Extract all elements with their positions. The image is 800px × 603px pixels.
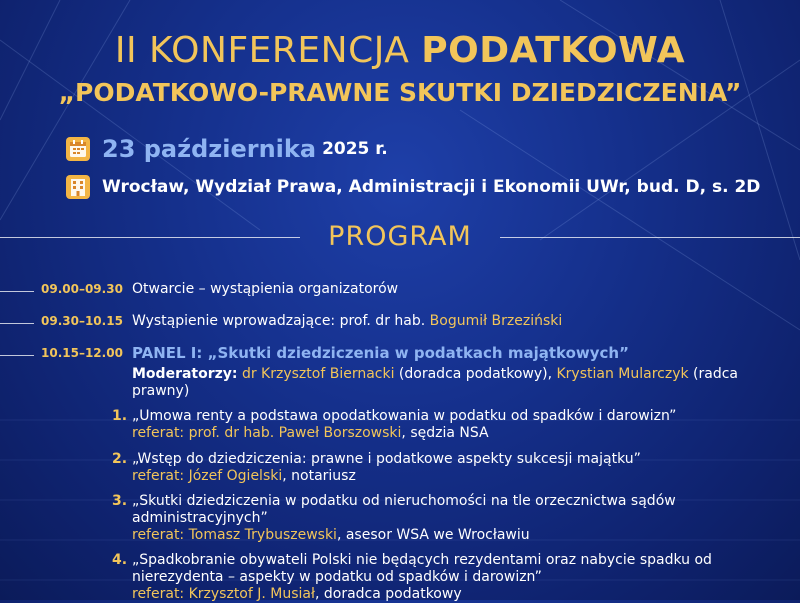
building-icon [66,175,90,199]
talk-title: „Spadkobranie obywateli Polski nie będących rezydentami oraz nabycie spadku od nierezydenta – aspekty w podatku od spadków i darowizn” [132,552,712,585]
talk-number: 4. [112,552,128,568]
speaker-role: , doradca podatkowy [314,586,462,602]
moderators-label: Moderatorzy: [132,366,238,382]
title-regular: II KONFERENCJA [114,30,422,71]
speaker-name: Tomasz Trybuszewski [188,527,337,543]
talk-referent [132,425,772,442]
talk-number: 1. [112,408,128,424]
title-bold: PODATKOWA [421,30,686,71]
speaker-name: Józef Ogielski [188,468,283,484]
agenda-label-prefix: Wystąpienie wprowadzające: prof. dr hab. [132,313,430,329]
moderator-name: Krystian Mularczyk [556,366,689,382]
speaker-name: Krzysztof J. Musiał [188,586,315,602]
calendar-icon [66,137,90,161]
talk-title: „Umowa renty a podstawa opodatkowania w podatku od spadków i darowizn” [132,408,677,424]
talk-referent [132,468,772,485]
event-year: 2025 r. [322,139,388,159]
timeline-marker [0,355,34,356]
agenda-time: 10.15–12.00 [41,346,123,360]
talk-title: „Wstęp do dziedziczenia: prawne i podatkowe aspekty sukcesji majątku” [132,451,641,467]
program-heading [0,221,800,255]
talk-referent [132,527,772,544]
panel-moderators [132,366,782,400]
speaker-name: Bogumił Brzeziński [429,313,563,329]
referent-label: referat: [132,468,189,484]
talk-number: 3. [112,493,128,509]
agenda-label [132,313,562,329]
agenda-time: 09.00–09.30 [41,282,123,296]
divider [500,237,800,238]
talk-body [132,552,772,603]
speaker-role: , asesor WSA we Wrocławiu [336,527,530,543]
referent-label: referat: [132,425,189,441]
speaker-role: , sędzia NSA [401,425,489,441]
event-place: Wrocław, Wydział Prawa, Administracji i Ekonomii UWr, bud. D, s. 2D [102,177,761,197]
talk-body [132,493,772,544]
conference-subtitle: „PODATKOWO-PRAWNE SKUTKI DZIEDZICZENIA” [58,78,742,107]
talk-body [132,408,772,442]
speaker-name: prof. dr hab. Paweł Borszowski [188,425,402,441]
moderator-role: (doradca podatkowy), [394,366,557,382]
talk-number: 2. [112,451,128,467]
speaker-role: , notariusz [282,468,356,484]
referent-label: referat: [132,586,189,602]
event-date-row [66,135,388,163]
agenda-label: Otwarcie – wystąpienia organizatorów [132,281,399,297]
moderator-role: (radca prawny) [132,366,739,399]
timeline-marker [0,291,34,292]
event-place-row [66,175,760,199]
talk-referent [132,586,772,603]
timeline-marker [0,323,34,324]
moderator-name: dr Krzysztof Biernacki [241,366,395,382]
talk-title: „Skutki dziedziczenia w podatku od nieruchomości na tle orzecznictwa sądów administracyjnych” [132,493,676,526]
referent-label: referat: [132,527,189,543]
conference-title [0,30,800,71]
panel-title: PANEL I: „Skutki dziedziczenia w podatkach majątkowych” [132,344,629,362]
agenda-time: 09.30–10.15 [41,314,123,328]
program-title: PROGRAM [328,221,472,252]
event-date: 23 października [102,135,317,163]
talk-body [132,451,772,485]
